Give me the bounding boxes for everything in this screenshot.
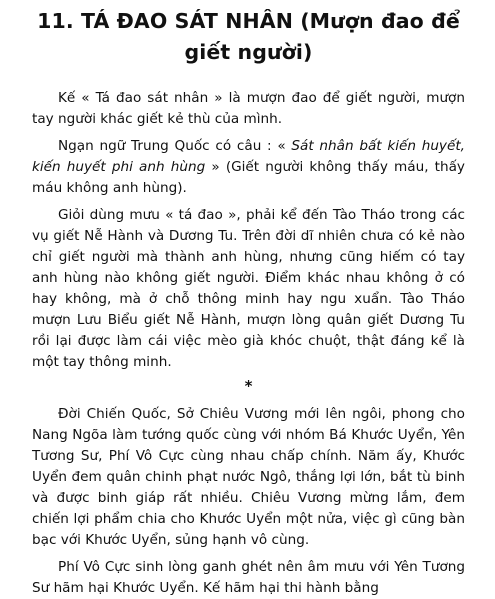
proverb-translation: » (Giết người không thấy máu, thấy máu không anh hùng).	[32, 159, 465, 196]
paragraph-proverb	[32, 136, 465, 199]
paragraph-chien-quoc: Đời Chiến Quốc, Sở Chiêu Vương mới lên ngôi, phong cho Nang Ngõa làm tướng quốc cùng với nhóm Bá Khước Uyển, Yên Tương Sư, Phí Vô Cực cùng nhau chấp chính. Năm ấy, Khước Uyển đem quân chinh phạt nước Ngô, thắng lợi lớn, bắt tù binh và được binh giáp rất nhiều. Chiêu Vương mừng lắm, đem chiến lợi phẩm chia cho Khước Uyển một nửa, việc gì cũng bàn bạc với Khước Uyển, sủng hạnh vô cùng.	[32, 406, 465, 548]
proverb-lead: Ngạn ngữ Trung Quốc có câu : «	[58, 138, 292, 154]
paragraph-phi-vo-cuc: Phí Vô Cực sinh lòng ganh ghét nên âm mưu với Yên Tương Sư hãm hại Khước Uyển. Kế hãm hại thi hành bằng	[32, 559, 465, 596]
section-separator: *	[244, 377, 253, 395]
proverb-quote: Sát nhân bất kiến huyết, kiến huyết phi anh hùng	[32, 138, 465, 175]
paragraph-tao-thao: Giỏi dùng mưu « tá đao », phải kể đến Tào Tháo trong các vụ giết Nễ Hành và Dương Tu. Trên đời dĩ nhiên chưa có kẻ nào chỉ giết người mà thành anh hùng, nhưng cũng hiếm có tay anh hùng nào không giết người. Điểm khác nhau không ở có hay không, mà ở chỗ thông minh hay ngu xuẩn. Tào Tháo mượn Lưu Biểu giết Nễ Hành, mượn lòng quân giết Dương Tu rồi lại được làm cái việc mèo già khóc chuột, thật đáng kể là một tay thông minh.	[32, 207, 465, 370]
paragraph-definition: Kế « Tá đao sát nhân » là mượn đao để giết người, mượn tay người khác giết kẻ thù của mình.	[32, 90, 465, 127]
chapter-title: 11. TÁ ĐAO SÁT NHÂN (Mượn đao để giết người)	[37, 9, 460, 64]
